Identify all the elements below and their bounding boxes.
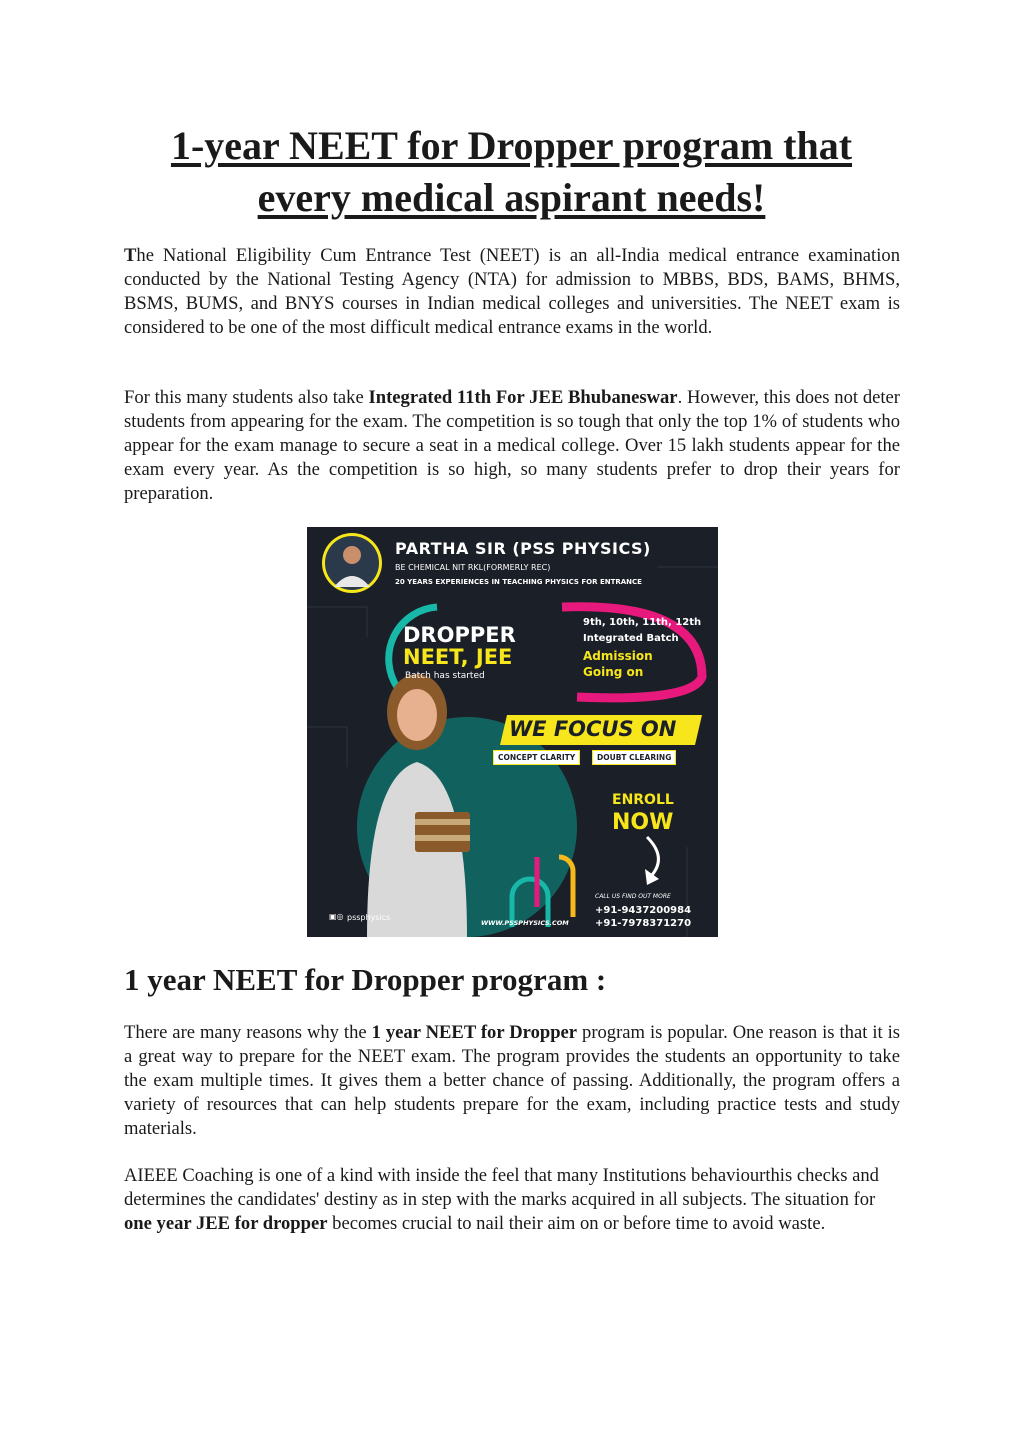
poster-focus-heading: WE FOCUS ON xyxy=(509,717,677,741)
poster-call-us: CALL US FIND OUT MORE xyxy=(595,893,671,900)
books xyxy=(415,812,470,852)
jee-dropper-link[interactable]: one year JEE for dropper xyxy=(124,1213,328,1234)
intro-text: he National Eligibility Cum Entrance Test (NEET) is an all-India medical entrance examination conducted by the National Testing Agency (NTA) for admission to MBBS, BDS, BAMS, BHMS, BSMS, BUMS, and BNYS courses in Indian medical colleges and universities. The NEET exam is considered to be one of the most difficult medical entrance exams in the world. xyxy=(124,245,900,338)
poster-dropper: DROPPER xyxy=(403,623,516,647)
page-title xyxy=(100,120,923,224)
poster-chip-doubt: DOUBT CLEARING xyxy=(592,750,676,765)
promo-poster-image xyxy=(307,527,718,937)
paragraph-3-after: program is popular. One reason is that it is a great way to prepare for the NEET exam. The program provides the students an opportunity to take the exam multiple times. It gives them a better chance of passing. Additionally, the program offers a variety of resources that can help students prepare for the exam, including practice tests and study materials. xyxy=(124,1022,901,1139)
teacher-photo xyxy=(343,546,361,564)
paragraph-2 xyxy=(124,386,900,506)
social-icons: ▣◎ xyxy=(329,912,344,921)
poster-chip-concept: CONCEPT CLARITY xyxy=(493,750,580,765)
integrated-jee-link[interactable]: Integrated 11th For JEE Bhubaneswar xyxy=(368,387,678,408)
poster-now: NOW xyxy=(612,810,674,835)
poster-social-handle: pssphysics xyxy=(347,913,391,922)
poster-going-on: Going on xyxy=(583,665,644,679)
poster-integrated-batch: Integrated Batch xyxy=(583,633,679,644)
paragraph-4-after: becomes crucial to nail their aim on or before time to avoid waste. xyxy=(327,1213,826,1234)
poster-teacher-name: PARTHA SIR (PSS PHYSICS) xyxy=(395,539,651,558)
paragraph-4 xyxy=(124,1164,900,1236)
poster-website: WWW.PSSPHYSICS.COM xyxy=(481,919,569,927)
intro-dropcap: T xyxy=(124,245,137,266)
intro-paragraph xyxy=(124,244,900,340)
paragraph-3 xyxy=(124,1021,900,1141)
poster-phone-1: +91-9437200984 xyxy=(595,905,692,916)
student-face xyxy=(397,689,437,741)
neet-dropper-link[interactable]: 1 year NEET for Dropper xyxy=(371,1022,578,1043)
title-line-2: every medical aspirant needs! xyxy=(257,175,766,220)
poster-batch-started: Batch has started xyxy=(405,671,485,681)
arrow-icon xyxy=(647,837,658,875)
poster-classes: 9th, 10th, 11th, 12th xyxy=(583,617,702,628)
poster-enroll: ENROLL xyxy=(612,792,674,808)
paragraph-3-before: There are many reasons why the xyxy=(124,1022,372,1043)
section-heading: 1 year NEET for Dropper program : xyxy=(124,962,607,997)
poster-phone-2: +91-7978371270 xyxy=(595,918,692,929)
poster-qualification: BE CHEMICAL NIT RKL(FORMERLY REC) xyxy=(395,563,551,572)
paragraph-4-before: AIEEE Coaching is one of a kind with inside the feel that many Institutions behaviourthis checks and determines the candidates' destiny as in step with the marks acquired in all subjects. The situation for xyxy=(124,1165,879,1210)
poster-neet-jee: NEET, JEE xyxy=(403,645,513,669)
poster-admission: Admission xyxy=(583,649,653,663)
title-line-1: 1-year NEET for Dropper program that xyxy=(170,123,853,168)
paragraph-2-after: . However, this does not deter students from appearing for the exam. The competition is so tough that only the top 1% of students who appear for the exam manage to secure a seat in a medical college. Over 15 lakh students appear for the exam every year. As the competition is so high, so many students prefer to drop their years for preparation. xyxy=(124,387,900,504)
poster-experience: 20 YEARS EXPERIENCES IN TEACHING PHYSICS FOR ENTRANCE xyxy=(395,578,642,586)
paragraph-2-before: For this many students also take xyxy=(124,387,369,408)
